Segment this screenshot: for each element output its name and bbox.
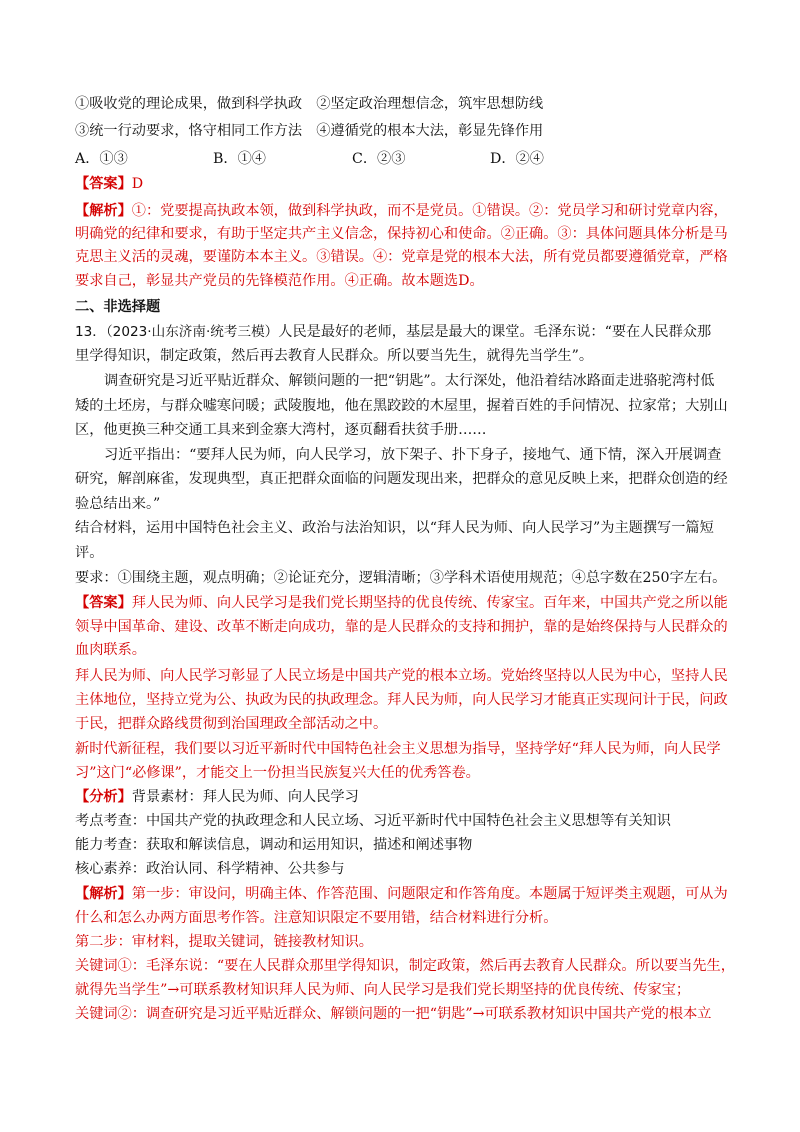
- q13-answer-text: 拜人民为师、向人民学习是我们党长期坚持的优良传统、传家宝。百年来，中国共产党之所以能: [131, 595, 728, 611]
- material-line-6: 习近平指出：“要拜人民为师，向人民学习，放下架子、扑下身子，接地气、通下情，深入开展调查: [104, 447, 722, 463]
- q13-analysis-line-3: 能力考查：获取和解读信息，调动和运用知识，描述和阐述事物: [75, 837, 473, 853]
- answer-tag: 【答案】: [75, 176, 132, 192]
- analysis-tag: 【解析】: [75, 203, 132, 219]
- q13-answer-line-4: 拜人民为师、向人民学习彰显了人民立场是中国共产党的根本立场。党始终坚持以人民为中心，坚持人民: [75, 668, 728, 684]
- q13-analysis-line-2: 考点考查：中国共产党的执政理念和人民立场、习近平新时代中国特色社会主义思想等有关知识: [75, 813, 671, 829]
- option-a: A．①③: [75, 151, 128, 167]
- q13-answer-line-7: 新时代新征程，我们要以习近平新时代中国特色社会主义思想为指导，坚持学好“拜人民为师，向人民学: [75, 741, 721, 757]
- option-b: B．①④: [213, 151, 266, 167]
- q13-answer-line-1: [75, 593, 728, 613]
- q13-analysis-tag: 【分析】: [75, 789, 132, 805]
- material-line-2: 里学得知识，制定政策，然后再去教育人民群众。所以要当先生，就得先当学生”。: [75, 348, 594, 364]
- choice-statements-line-2: ③统一行动要求，恪守相同工作方法 ④遵循党的根本大法，彰显先锋作用: [75, 123, 544, 139]
- q13-answer-line-2: 领导中国革命、建设、改革不断走向成功，靠的是人民群众的支持和拥护，靠的是始终保持与人民群众的: [75, 619, 728, 635]
- option-c: C．②③: [352, 151, 406, 167]
- task-line-2: 评。: [75, 545, 104, 561]
- answer-line: [75, 174, 143, 194]
- choice-statements-line-1: ①吸收党的理论成果，做到科学执政 ②坚定政治理想信念，筑牢思想防线: [75, 96, 544, 112]
- task-line-1: 结合材料，运用中国特色社会主义、政治与法治知识，以“拜人民为师、向人民学习”为主题撰写一篇短: [75, 520, 714, 536]
- q13-answer-line-8: 习”这门“必修课”，才能交上一份担当民族复兴大任的优秀答卷。: [75, 765, 480, 781]
- section-title: 二、非选择题: [75, 299, 161, 315]
- material-line-5: 区，他更换三种交通工具来到金寨大湾村，逐页翻看扶贫手册……: [75, 422, 487, 438]
- q13-analysis-line-1: [75, 787, 359, 807]
- material-line-4: 矮的土坯房，与群众嘘寒问暖；武陵腹地，他在黑跤跤的木屋里，握着百姓的手问情况、拉家常；大别山: [75, 398, 728, 414]
- q13-answer-line-3: 血肉联系。: [75, 642, 146, 658]
- material-text: 人民是最好的老师，基层是最大的课堂。毛泽东说：“要在人民群众那: [278, 324, 712, 340]
- q13-answer-line-5: 主体地位，坚持立党为公、执政为民的执政理念。拜人民为师，向人民学习才能真正实现问计于民，问政: [75, 692, 728, 708]
- q13-explain-tag: 【解析】: [75, 886, 132, 902]
- q13-explain-line-3: 第二步：审材料，提取关键词，链接教材知识。: [75, 934, 373, 950]
- q13-analysis-line-4: 核心素养：政治认同、科学精神、公共参与: [75, 861, 345, 877]
- question-13-source: 13．（2023·山东济南·统考三模）: [75, 324, 279, 340]
- q13-explain-line-4: 关键词①：毛泽东说：“要在人民群众那里学得知识，制定政策，然后再去教育人民群众。所以要当先生，: [75, 958, 735, 974]
- material-line-7: 研究，解剖麻雀，发现典型，真正把群众面临的问题发现出来，把群众的意见反映上来，把群众创造的经: [75, 471, 728, 487]
- q13-explain-text: 第一步：审设问，明确主体、作答范围、问题限定和作答角度。本题属于短评类主观题，可从为: [131, 886, 728, 902]
- q13-answer-tag: 【答案】: [75, 595, 132, 611]
- q13-explain-line-1: [75, 884, 728, 904]
- answer-value: D: [131, 176, 144, 192]
- material-line-8: 验总结出来。”: [75, 496, 161, 512]
- q13-explain-line-6: 关键词②：调查研究是习近平贴近群众、解锁问题的一把“钥匙”→可联系教材知识中国共产党的根本立: [75, 1006, 712, 1022]
- analysis-text: ①：党要提高执政本领，做到科学执政，而不是党员。①错误。②：党员学习和研讨党章内容，: [131, 203, 728, 219]
- q13-explain-line-2: 什么和怎么办两方面思考作答。注意知识限定不要用错，结合材料进行分析。: [75, 910, 558, 926]
- q13-explain-line-5: 就得先当学生”→可联系教材知识拜人民为师、向人民学习是我们党长期坚持的优良传统、传家宝；: [75, 982, 691, 998]
- material-line-3: 调查研究是习近平贴近群众、解锁问题的一把“钥匙”。太行深处，他沿着结冰路面走进骆驼湾村低: [104, 373, 715, 389]
- analysis-line-4: 要求自己，彰显共产党员的先锋模范作用。④正确。故本题选D。: [75, 273, 484, 289]
- analysis-line-3: 克思主义活的灵魂，要谨防本本主义。③错误。④：党章是党的根本大法，所有党员都要遵循党章，严格: [75, 249, 728, 265]
- analysis-line-2: 明确党的纪律和要求，有助于坚定共产主义信念，保持初心和使命。②正确。③：具体问题具体分析是马: [75, 226, 728, 242]
- analysis-line-1: [75, 201, 728, 221]
- q13-analysis-text: 背景素材：拜人民为师、向人民学习: [131, 789, 359, 805]
- option-d: D．②④: [490, 151, 544, 167]
- question-13-line-1: [75, 322, 711, 342]
- q13-answer-line-6: 于民，把群众路线贯彻到治国理政全部活动之中。: [75, 716, 388, 732]
- requirements-line: 要求：①围绕主题，观点明确；②论证充分，逻辑清晰；③学科术语使用规范；④总字数在250字左右。: [75, 570, 727, 586]
